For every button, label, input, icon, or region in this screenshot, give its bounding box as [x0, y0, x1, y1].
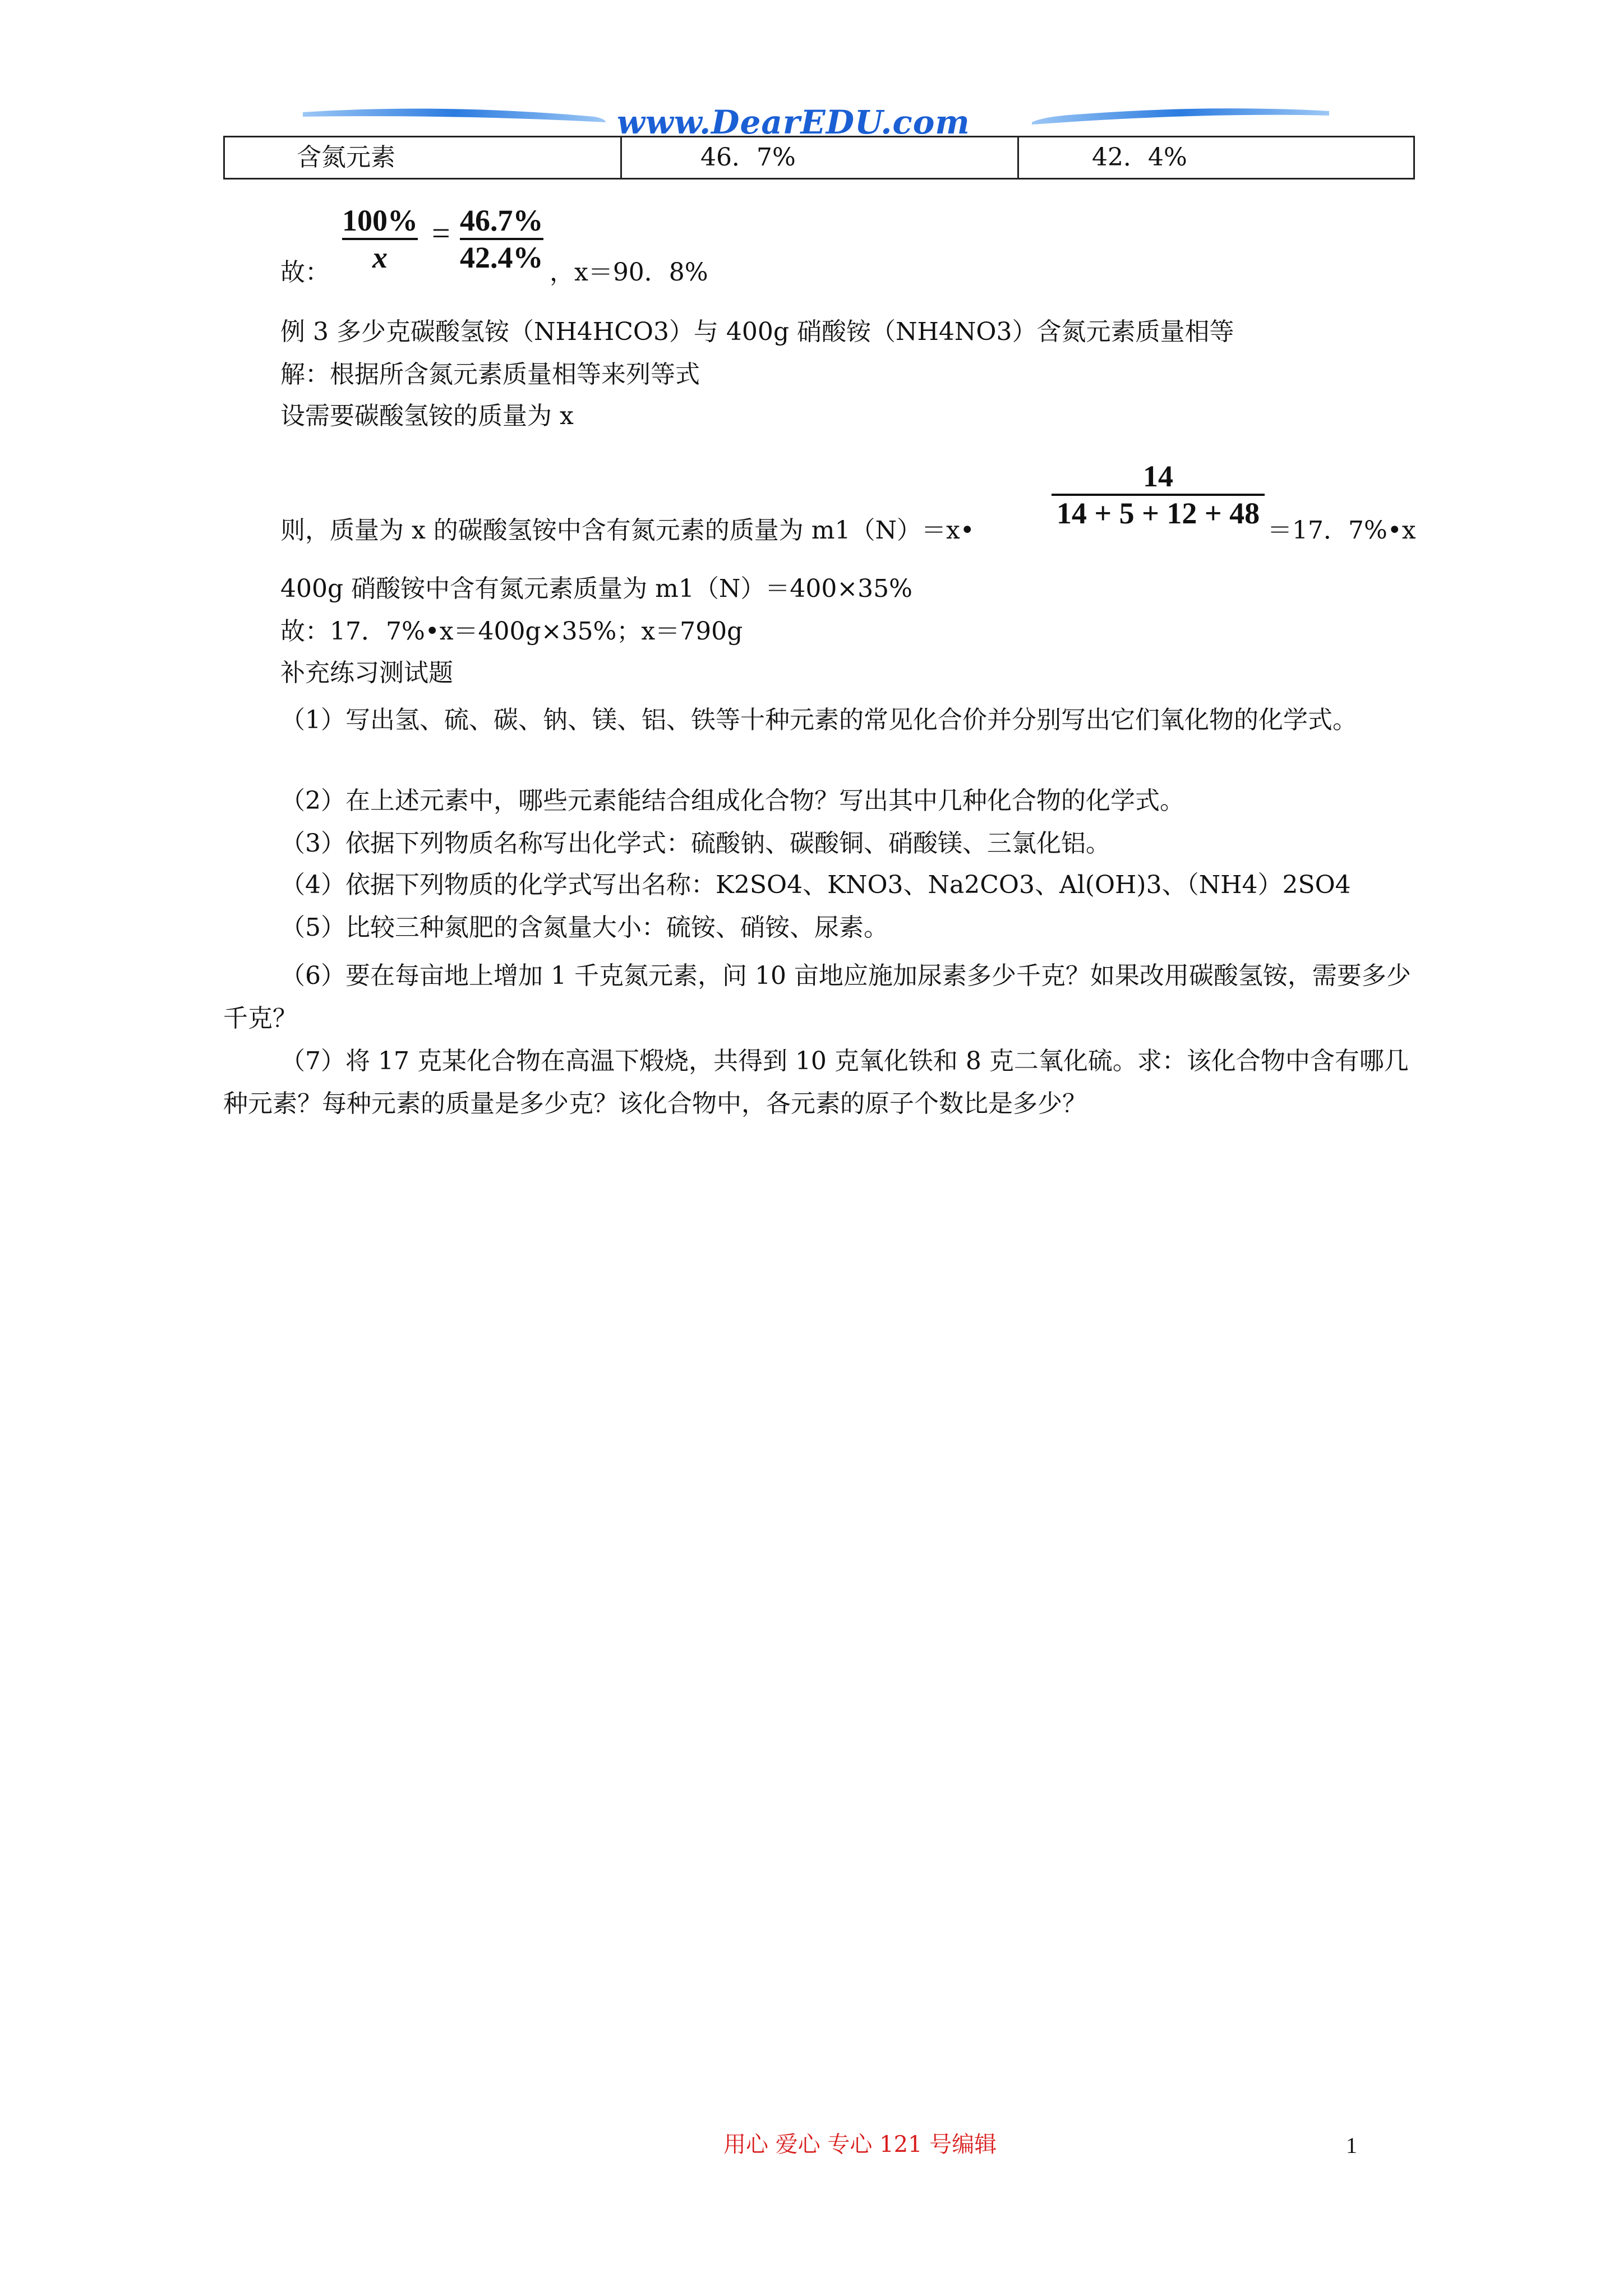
- fraction-left: [342, 203, 418, 275]
- equals-sign: =: [432, 215, 450, 251]
- example3-let: 设需要碳酸氢铵的质量为 x: [280, 402, 574, 430]
- data-table-row: [223, 136, 1415, 180]
- fraction-left-numerator: 100%: [342, 204, 418, 237]
- fraction-right: [460, 203, 543, 275]
- example3-question: 例 3 多少克碳酸氢铵（NH4HCO3）与 400g 硝酸铵（NH4NO3）含氮元素质量相等: [280, 318, 1234, 346]
- table-cell-label: 含氮元素: [225, 137, 622, 178]
- exercise-item-3: （3）依据下列物质名称写出化学式：硫酸钠、碳酸铜、硝酸镁、三氯化铝。: [280, 829, 1110, 858]
- table-cell-value-2: 42．4%: [1092, 143, 1187, 172]
- fraction-nitrogen-numerator: 14: [1143, 459, 1173, 493]
- fraction-nitrogen-denominator: 14 + 5 + 12 + 48: [1056, 496, 1260, 530]
- fraction-nitrogen: [1052, 459, 1265, 531]
- example3-line3: 故：17．7%•x＝400g×35%；x＝790g: [280, 617, 743, 646]
- site-logo: www.DearEDU.com: [617, 103, 970, 141]
- equation1-prefix: 故：: [280, 258, 330, 287]
- exercises-title: 补充练习测试题: [280, 659, 453, 687]
- exercise-item-2: （2）在上述元素中，哪些元素能结合组成化合物？写出其中几种化合物的化学式。: [280, 786, 1184, 815]
- example3-line2: 400g 硝酸铵中含有氮元素质量为 m1（N）＝400×35%: [280, 574, 912, 603]
- example3-line-prefix: 则，质量为 x 的碳酸氢铵中含有氮元素的质量为 m1（N）＝x•: [280, 516, 975, 545]
- footer-text: 用心 爱心 专心 121 号编辑: [723, 2132, 997, 2157]
- exercise-item-1: （1）写出氢、硫、碳、钠、镁、铝、铁等十种元素的常见化合价并分别写出它们氧化物的化学式。: [280, 706, 1357, 734]
- table-cell-value-1: 46．7%: [622, 137, 1019, 178]
- fraction-left-denominator: x: [372, 241, 388, 274]
- fraction-right-denominator: 42.4%: [460, 241, 543, 274]
- exercise-item-5: （5）比较三种氮肥的含氮量大小：硫铵、硝铵、尿素。: [280, 913, 888, 942]
- page-number: 1: [1346, 2133, 1357, 2158]
- fraction-right-numerator: 46.7%: [460, 204, 543, 237]
- example3-line-suffix: ＝17．7%•x: [1267, 516, 1416, 545]
- exercise-item-6: （6）要在每亩地上增加 1 千克氮元素，问 10 亩地应施加尿素多少千克？如果改用碳酸氢铵，需要多少千克？: [223, 961, 1411, 1033]
- exercise-item-4: （4）依据下列物质的化学式写出名称：K2SO4、KNO3、Na2CO3、Al(OH)3、（NH4）2SO4: [280, 871, 1351, 899]
- equation1-suffix: ，x＝90．8%: [550, 258, 708, 287]
- exercise-item-7: （7）将 17 克某化合物在高温下煅烧，共得到 10 克氧化铁和 8 克二氧化硫。求：该化合物中含有哪几种元素？每种元素的质量是多少克？该化合物中，各元素的原子个数比是多少？: [223, 1047, 1409, 1118]
- example3-solution: 解：根据所含氮元素质量相等来列等式: [280, 360, 700, 389]
